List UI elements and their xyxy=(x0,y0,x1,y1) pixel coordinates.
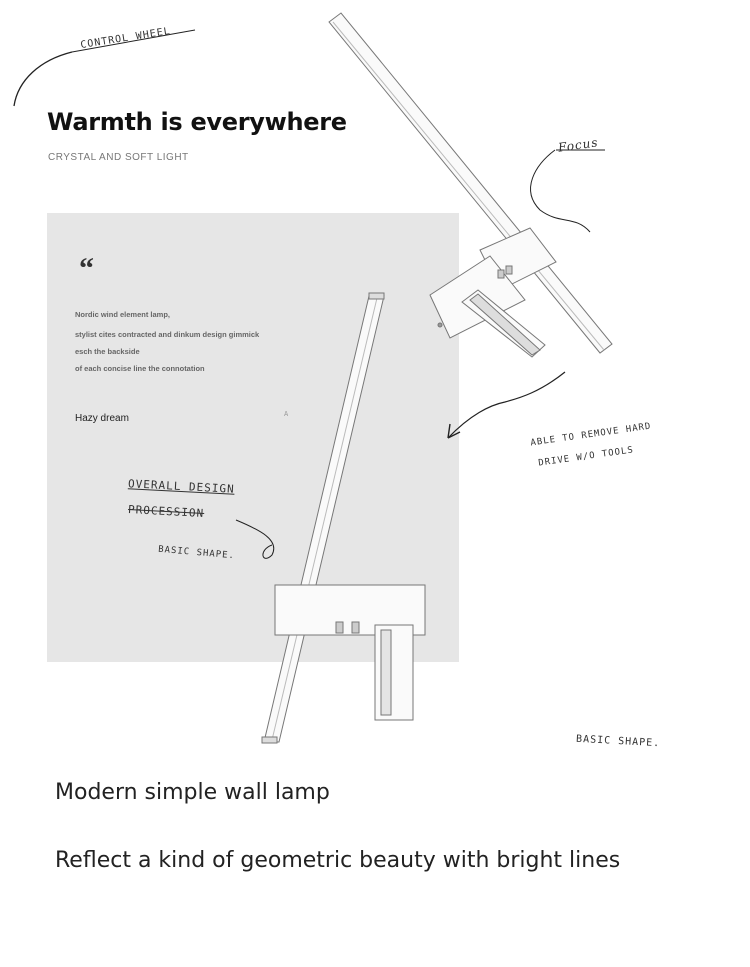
annotation-remove-line2: DRIVE W/O TOOLS xyxy=(537,445,635,469)
quote-mark: “ xyxy=(79,252,94,285)
control-wheel-leader-line xyxy=(14,52,72,106)
panel-description-line: of each concise line the connotation xyxy=(75,364,205,373)
annotation-overall-design-line2: PROCESSION xyxy=(127,503,205,520)
annotation-remove-line1: ABLE TO REMOVE HARD xyxy=(529,421,653,449)
annotation-overall-design-line1: OVERALL DESIGN xyxy=(127,477,235,496)
arrow-line xyxy=(448,372,565,438)
annotation-control-wheel: CONTROL WHEEL xyxy=(79,25,172,52)
hero-title: Warmth is everywhere xyxy=(47,108,347,136)
panel-description-line: stylist cites contracted and dinkum design gimmick xyxy=(75,330,260,339)
panel-description-line: Nordic wind element lamp, xyxy=(75,310,171,319)
panel-description-line: esch the backside xyxy=(75,347,140,356)
annotation-focus: Focus xyxy=(557,135,600,155)
annotation-small-mark: A xyxy=(284,410,290,418)
caption-product-tagline: Reflect a kind of geometric beauty with bright lines xyxy=(55,848,621,873)
annotation-basic-shape-bottom: BASIC SHAPE. xyxy=(575,733,661,750)
panel-tagline: Hazy dream xyxy=(75,413,129,424)
basic-shape-leader-line xyxy=(236,520,274,558)
annotation-basic-shape: BASIC SHAPE. xyxy=(157,544,236,562)
caption-product-name: Modern simple wall lamp xyxy=(55,780,330,805)
vertical-lamp-sketch xyxy=(262,293,425,743)
hero-subtitle: CRYSTAL AND SOFT LIGHT xyxy=(48,152,189,163)
focus-leader-line xyxy=(531,150,590,232)
